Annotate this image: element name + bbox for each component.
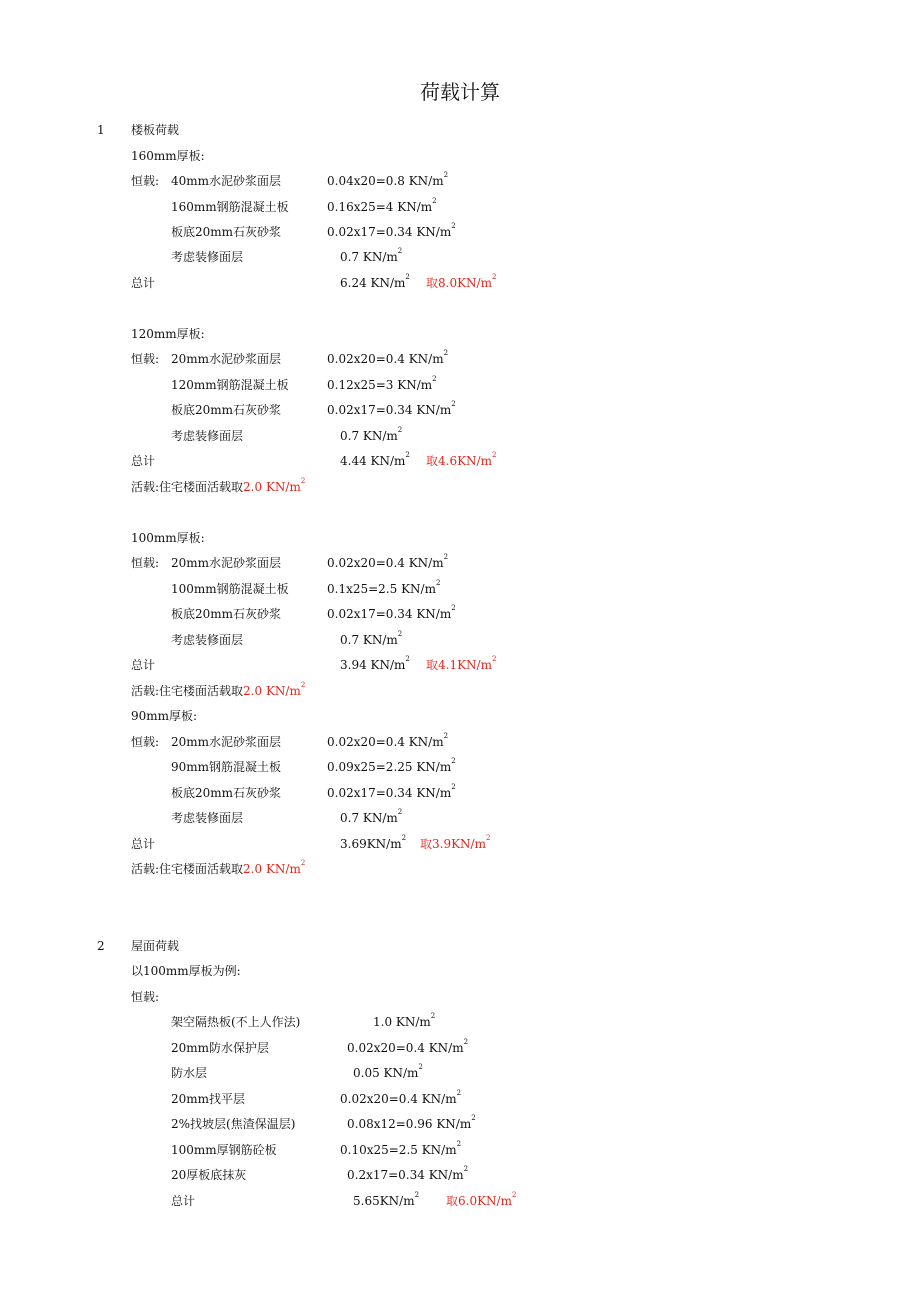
load-item-name: 20mm水泥砂浆面层: [171, 556, 282, 570]
load-item-value: 0.02x20=0.4 $KN/m^2$: [327, 732, 449, 749]
load-item-name: 20厚板底抹灰: [171, 1168, 247, 1182]
adopted-value: 取$8.0KN/m^2$: [426, 273, 497, 290]
load-item-name: 考虑装修面层: [171, 250, 244, 264]
slab-90-label: 90mm厚板:: [131, 709, 198, 723]
adopted-value: 取$3.9KN/m^2$: [420, 834, 491, 851]
load-item-value: 0.02x20=0.4 $KN/m^2$: [327, 349, 449, 366]
total-value: 3.94 $KN/m^2$: [340, 655, 410, 672]
total-label: 总计: [131, 837, 156, 851]
total-label: 总计: [171, 1194, 196, 1208]
section-2-number: 2: [97, 939, 105, 953]
dead-load-label: 恒载:: [131, 735, 160, 749]
load-item-name: 架空隔热板(不上人作法): [171, 1015, 301, 1029]
dead-load-label: 恒载:: [131, 556, 160, 570]
adopted-value: 取$4.1KN/m^2$: [426, 655, 497, 672]
load-item-value: 0.7 $KN/m^2$: [340, 630, 403, 647]
load-item-value: 0.16x25=4 $KN/m^2$: [327, 197, 437, 214]
live-load-line: 活载:住宅楼面活载取2.0 $KN/m^2$: [131, 681, 306, 698]
load-item-name: 2%找坡层(焦渣保温层): [171, 1117, 296, 1131]
load-item-value: 0.1x25=2.5 $KN/m^2$: [327, 579, 441, 596]
load-item-name: 160mm钢筋混凝土板: [171, 200, 289, 214]
load-item-value: 0.09x25=2.25 $KN/m^2$: [327, 757, 456, 774]
load-item-name: 90mm钢筋混凝土板: [171, 760, 282, 774]
load-item-value: 0.08x12=0.96 $KN/m^2$: [347, 1114, 476, 1131]
load-item-value: 0.02x17=0.34 $KN/m^2$: [327, 783, 456, 800]
load-item-name: 考虑装修面层: [171, 811, 244, 825]
load-item-value: 0.10x25=2.5 $KN/m^2$: [340, 1140, 462, 1157]
section-2-heading: 屋面荷载: [131, 939, 180, 953]
slab-160-label: 160mm厚板:: [131, 149, 205, 163]
dead-load-label: 恒载:: [131, 990, 160, 1004]
dead-load-label: 恒载:: [131, 174, 160, 188]
total-label: 总计: [131, 276, 156, 290]
load-item-value: 0.02x20=0.4 $KN/m^2$: [340, 1089, 462, 1106]
load-item-value: 0.02x17=0.34 $KN/m^2$: [327, 222, 456, 239]
total-value: 4.44 $KN/m^2$: [340, 451, 410, 468]
load-item-name: 120mm钢筋混凝土板: [171, 378, 289, 392]
load-item-name: 板底20mm石灰砂浆: [171, 607, 282, 621]
load-item-value: 0.02x17=0.34 $KN/m^2$: [327, 400, 456, 417]
adopted-value: 取$4.6KN/m^2$: [426, 451, 497, 468]
total-value: $5.65KN/m^2$: [353, 1191, 420, 1208]
load-item-value: 0.05 $KN/m^2$: [353, 1063, 423, 1080]
load-item-value: 0.7 $KN/m^2$: [340, 808, 403, 825]
slab-100-label: 100mm厚板:: [131, 531, 205, 545]
adopted-value: 取$6.0KN/m^2$: [446, 1191, 517, 1208]
load-item-name: 板底20mm石灰砂浆: [171, 403, 282, 417]
roof-example-label: 以100mm厚板为例:: [131, 964, 241, 978]
load-item-name: 100mm厚钢筋砼板: [171, 1143, 277, 1157]
load-item-name: 考虑装修面层: [171, 429, 244, 443]
live-load-line: 活载:住宅楼面活载取2.0 $KN/m^2$: [131, 477, 306, 494]
load-item-name: 20mm水泥砂浆面层: [171, 735, 282, 749]
page-title: 荷载计算: [420, 80, 500, 104]
live-load-line: 活载:住宅楼面活载取2.0 $KN/m^2$: [131, 859, 306, 876]
load-item-name: 20mm找平层: [171, 1092, 246, 1106]
load-item-value: 0.12x25=3 $KN/m^2$: [327, 375, 437, 392]
load-item-name: 防水层: [171, 1066, 208, 1080]
load-item-value: 0.7 $KN/m^2$: [340, 247, 403, 264]
load-item-name: 20mm防水保护层: [171, 1041, 270, 1055]
load-item-value: 0.04x20=0.8 $KN/m^2$: [327, 171, 449, 188]
load-item-name: 40mm水泥砂浆面层: [171, 174, 282, 188]
total-value: 6.24 $KN/m^2$: [340, 273, 410, 290]
load-item-name: 板底20mm石灰砂浆: [171, 786, 282, 800]
total-value: $3.69KN/m^2$: [340, 834, 407, 851]
load-item-name: 考虑装修面层: [171, 633, 244, 647]
load-item-value: 0.7 $KN/m^2$: [340, 426, 403, 443]
load-item-value: 1.0 $KN/m^2$: [373, 1012, 436, 1029]
load-item-name: 20mm水泥砂浆面层: [171, 352, 282, 366]
total-label: 总计: [131, 454, 156, 468]
load-item-value: 0.02x20=0.4 $KN/m^2$: [327, 553, 449, 570]
load-item-name: 100mm钢筋混凝土板: [171, 582, 289, 596]
section-1-number: 1: [97, 123, 105, 137]
load-item-value: 0.2x17=0.34 $KN/m^2$: [347, 1165, 469, 1182]
dead-load-label: 恒载:: [131, 352, 160, 366]
load-item-value: 0.02x17=0.34 $KN/m^2$: [327, 604, 456, 621]
slab-120-label: 120mm厚板:: [131, 327, 205, 341]
load-item-name: 板底20mm石灰砂浆: [171, 225, 282, 239]
total-label: 总计: [131, 658, 156, 672]
section-1-heading: 楼板荷载: [131, 123, 180, 137]
load-item-value: 0.02x20=0.4 $KN/m^2$: [347, 1038, 469, 1055]
